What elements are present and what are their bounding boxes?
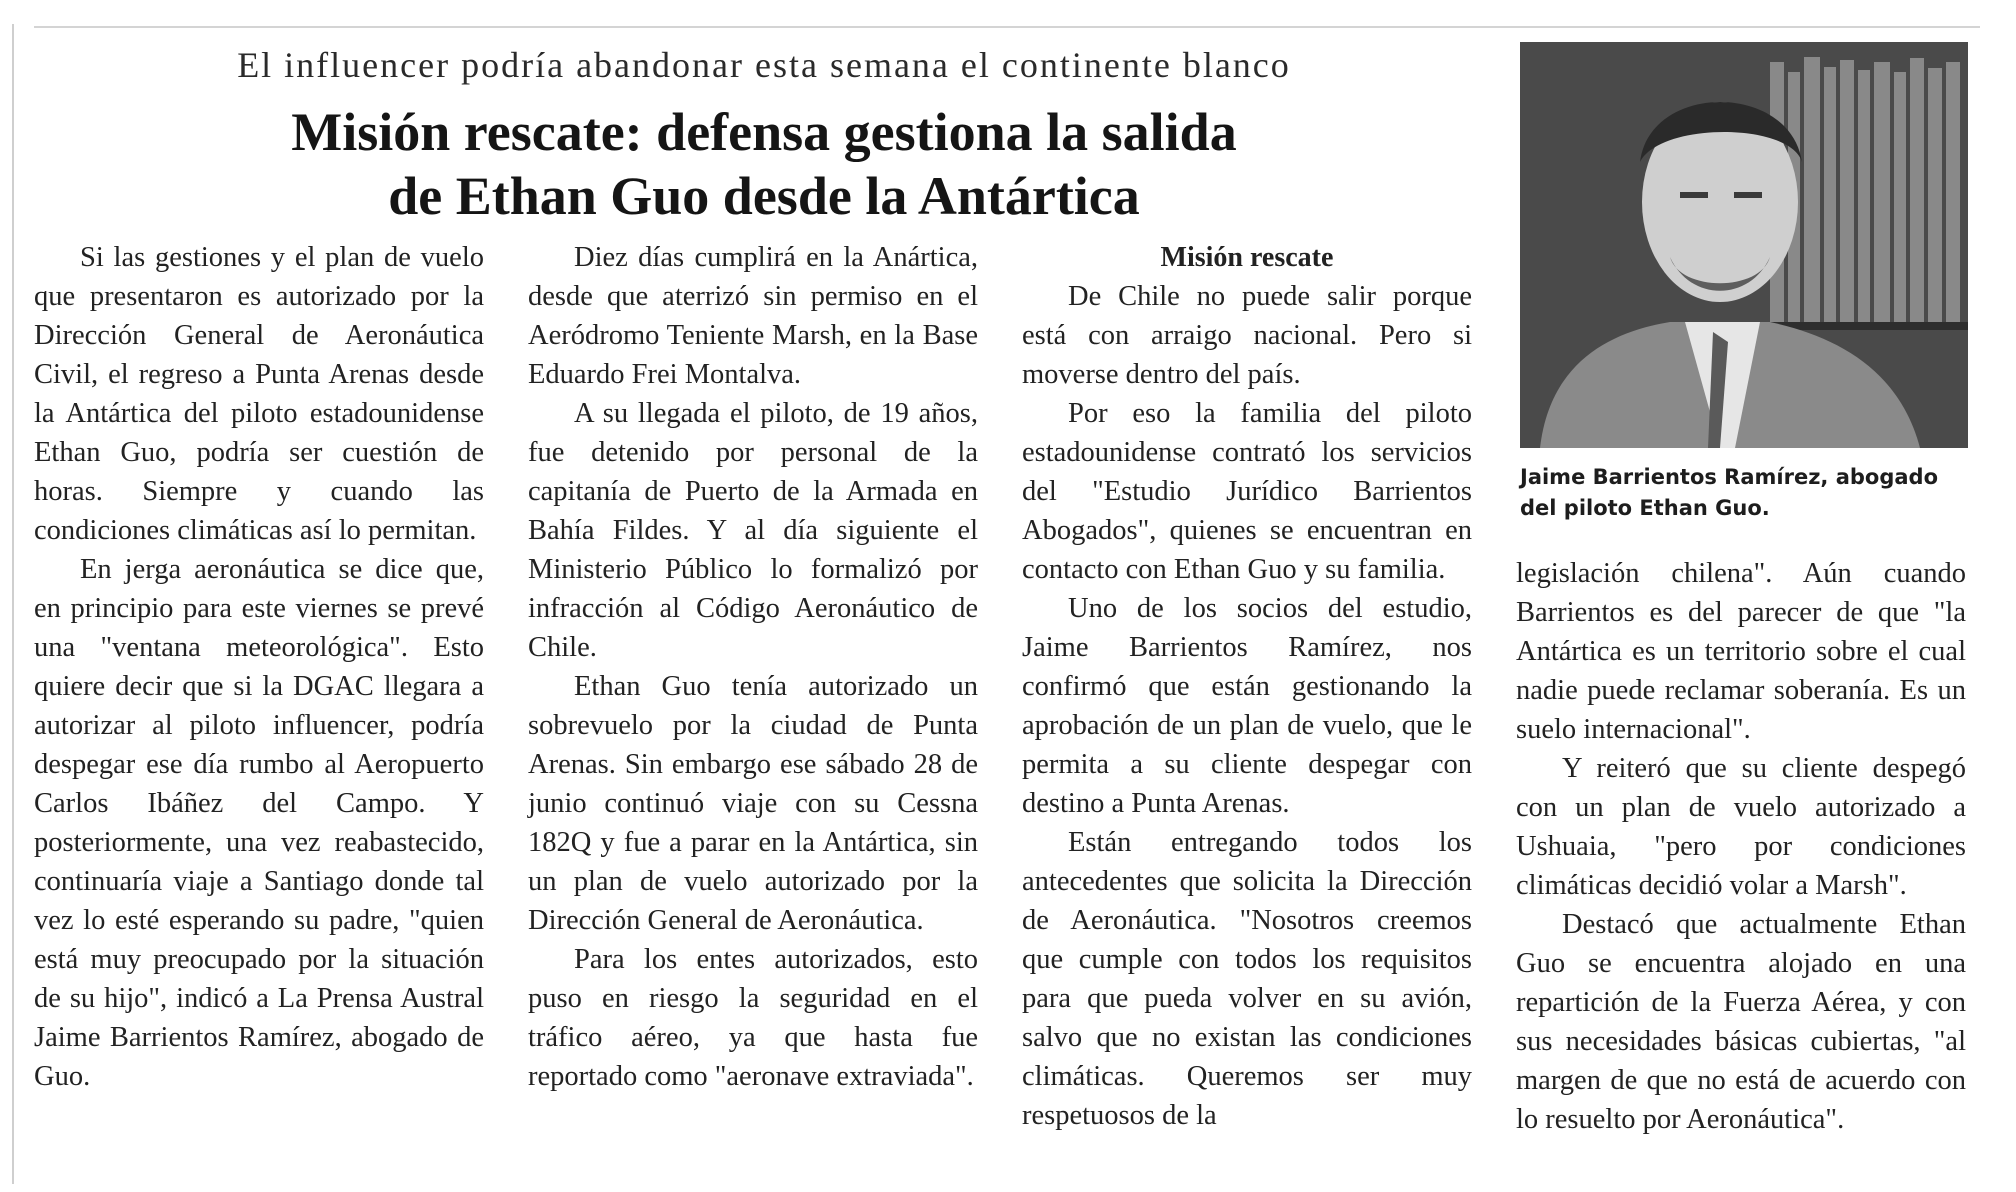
article-column-2 [528, 238, 978, 1096]
paragraph: Para los entes autorizados, esto puso en riesgo la seguridad en el tráfico aéreo, ya que hasta fue reportado como "aeronave extraviada". [528, 944, 978, 1092]
article-column-4 [1516, 554, 1966, 1139]
portrait-illustration [1520, 42, 1968, 448]
photo-caption: Jaime Barrientos Ramírez, abogado del piloto Ethan Guo. [1520, 465, 1939, 520]
paragraph: De Chile no puede salir porque está con arraigo nacional. Pero si moverse dentro del país. [1022, 281, 1472, 390]
paragraph: A su llegada el piloto, de 19 años, fue detenido por personal de la capitanía de Puerto de la Armada en Bahía Fildes. Y al día siguiente el Ministerio Público lo formalizó por infracción al Código Aeronáutico de Chile. [528, 398, 978, 663]
paragraph: Ethan Guo tenía autorizado un sobrevuelo por la ciudad de Punta Arenas. Sin embargo ese sábado 28 de junio continuó viaje con su Cessna 182Q y fue a parar en la Antártica, sin un plan de vuelo autorizado por la Dirección General de Aeronáutica. [528, 671, 978, 936]
paragraph: Destacó que actualmente Ethan Guo se encuentra alojado en una repartición de la Fuerza Aérea, y con sus necesidades básicas cubiertas, "al margen de que no está de acuerdo con lo resuelto por Aeronáutica". [1516, 909, 1966, 1135]
paragraph: Y reiteró que su cliente despegó con un plan de vuelo autorizado a Ushuaia, "pero por condiciones climáticas decidió volar a Marsh". [1516, 753, 1966, 901]
headline-line-1: Misión rescate: defensa gestiona la salida [291, 102, 1237, 162]
paragraph: Diez días cumplirá en la Anártica, desde que aterrizó sin permiso en el Aeródromo Teniente Marsh, en la Base Eduardo Frei Montalva. [528, 242, 978, 390]
article-kicker: El influencer podría abandonar esta semana el continente blanco [237, 45, 1291, 85]
article-headline [34, 100, 1494, 228]
left-margin-rule [12, 24, 14, 1184]
paragraph: Uno de los socios del estudio, Jaime Barrientos Ramírez, nos confirmó que están gestionando la aprobación de un plan de vuelo, que le permita a su cliente despegar con destino a Punta Arenas. [1022, 593, 1472, 819]
lawyer-portrait-photo [1520, 42, 1968, 448]
section-subhead: Misión rescate [1160, 242, 1334, 273]
headline-line-2: de Ethan Guo desde la Antártica [388, 166, 1140, 226]
paragraph: En jerga aeronáutica se dice que, en principio para este viernes se prevé una "ventana meteorológica". Esto quiere decir que si la DGAC llegara a autorizar al piloto influencer, podría despegar ese día rumbo al Aeropuerto Carlos Ibáñez del Campo. Y posteriormente, una vez reabastecido, continuaría viaje a Santiago donde tal vez lo esté esperando su padre, "quien está muy preocupado por la situación de su hijo", indicó a La Prensa Austral Jaime Barrientos Ramírez, abogado de Guo. [34, 554, 484, 1092]
article-column-3 [1022, 238, 1472, 1135]
top-rule [34, 26, 1980, 28]
paragraph: legislación chilena". Aún cuando Barrientos es del parecer de que "la Antártica es un territorio sobre el cual nadie puede reclamar soberanía. Es un suelo internacional". [1516, 558, 1966, 745]
paragraph: Si las gestiones y el plan de vuelo que presentaron es autorizado por la Dirección General de Aeronáutica Civil, el regreso a Punta Arenas desde la Antártica del piloto estadounidense Ethan Guo, podría ser cuestión de horas. Siempre y cuando las condiciones climáticas así lo permitan. [34, 242, 484, 546]
paragraph: Por eso la familia del piloto estadounidense contrató los servicios del "Estudio Jurídico Barrientos Abogados", quienes se encuentran en contacto con Ethan Guo y su familia. [1022, 398, 1472, 585]
paragraph: Están entregando todos los antecedentes que solicita la Dirección de Aeronáutica. "Nosotros creemos que cumple con todos los requisitos para que pueda volver en su avión, salvo que no existan las condiciones climáticas. Queremos ser muy respetuosos de la [1022, 827, 1472, 1131]
article-column-1 [34, 238, 484, 1096]
